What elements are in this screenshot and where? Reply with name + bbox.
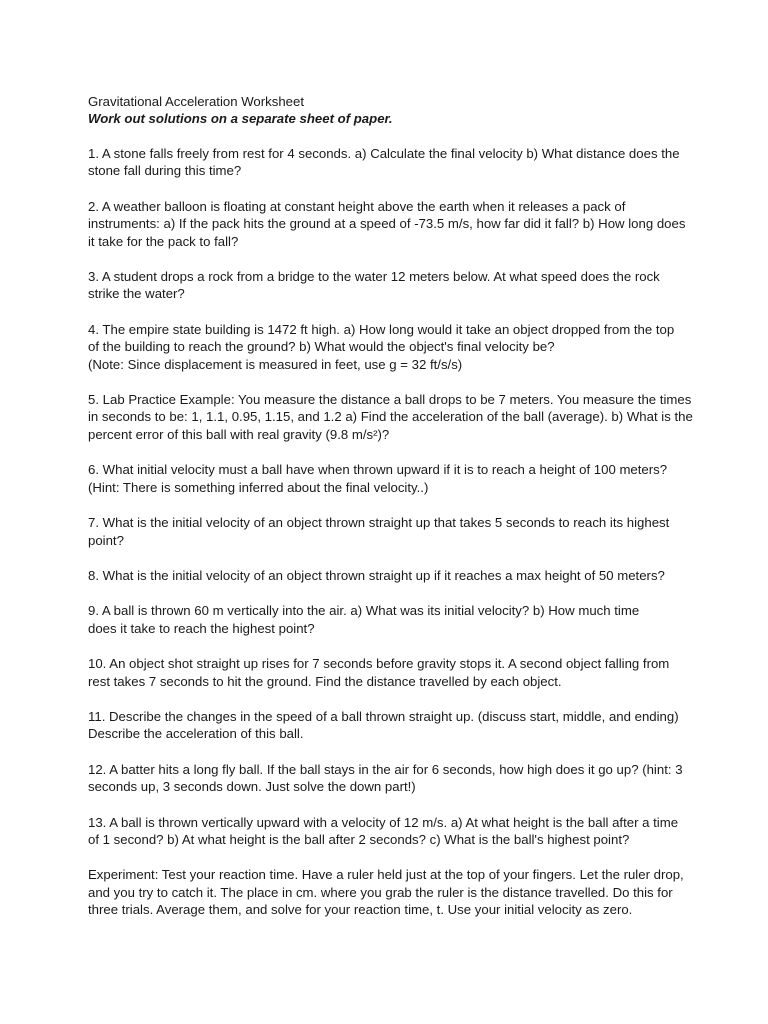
question-text-line: 5. Lab Practice Example: You measure the distance a ball drops to be 7 meters. You measure the times [88, 392, 692, 408]
question-text-line: it take for the pack to fall? [88, 233, 239, 249]
question-text-line: 1. A stone falls freely from rest for 4 seconds. a) Calculate the final velocity b) What distance does the [88, 146, 680, 161]
question-text-line: 11. Describe the changes in the speed of a ball thrown straight up. (discuss start, middle, and ending) [88, 708, 679, 724]
question-2 [88, 198, 686, 250]
question-text-line: 4. The empire state building is 1472 ft high. a) How long would it take an object dropped from the top [88, 321, 675, 337]
question-text-line: rest takes 7 seconds to hit the ground. Find the distance travelled by each object. [88, 673, 562, 689]
question-text-line: in seconds to be: 1, 1.1, 0.95, 1.15, and 1.2 a) Find the acceleration of the ball (average). b) What is the [88, 409, 693, 425]
question-1 [88, 145, 680, 180]
question-text-line: strike the water? [88, 286, 185, 302]
question-12 [88, 761, 683, 796]
question-text-line: (Hint: There is something inferred about the final velocity..) [88, 479, 429, 495]
question-text-line: 6. What initial velocity must a ball have when thrown upward if it is to reach a height of 100 meters? [88, 462, 668, 478]
question-text-line: three trials. Average them, and solve for your reaction time, t. Use your initial velocity as zero. [88, 902, 633, 918]
question-text-line: (Note: Since displacement is measured in feet, use g = 32 ft/s/s) [88, 356, 463, 372]
question-text-line: 7. What is the initial velocity of an object thrown straight up that takes 5 seconds to reach its highest [88, 515, 670, 531]
worksheet-title: Gravitational Acceleration Worksheet [88, 94, 304, 109]
worksheet-page [88, 93, 693, 937]
question-text-line: point? [88, 532, 124, 548]
question-text-line: Experiment: Test your reaction time. Have a ruler held just at the top of your fingers. Let the ruler drop, [88, 867, 684, 883]
question-text-line: 2. A weather balloon is floating at constant height above the earth when it releases a pack of [88, 198, 626, 214]
question-text-line: 10. An object shot straight up rises for 7 seconds before gravity stops it. A second object falling from [88, 656, 670, 672]
question-text-line: seconds up, 3 seconds down. Just solve the down part!) [88, 779, 416, 795]
question-text-line: 12. A batter hits a long fly ball. If the ball stays in the air for 6 seconds, how high does it go up? (hint: 3 [88, 761, 683, 777]
question-4 [88, 321, 680, 373]
question-6 [88, 461, 680, 496]
question-list [88, 145, 693, 919]
question-8 [88, 567, 680, 584]
question-text-line: percent error of this ball with real gravity (9.8 m/s²)? [88, 426, 390, 442]
question-text-line: Describe the acceleration of this ball. [88, 726, 304, 742]
question-text-line: of the building to reach the ground? b) What would the object's final velocity be? [88, 339, 555, 355]
question-text-line: 13. A ball is thrown vertically upward with a velocity of 12 m/s. a) At what height is the ball after a time [88, 814, 679, 830]
question-text-line: instruments: a) If the pack hits the ground at a speed of -73.5 m/s, how far did it fall? b) How long does [88, 216, 686, 232]
question-text-line: stone fall during this time? [88, 163, 242, 179]
question-text-line: and you try to catch it. The place in cm. where you grab the ruler is the distance travelled. Do this for [88, 884, 673, 900]
question-text-line: 3. A student drops a rock from a bridge to the water 12 meters below. At what speed does the rock [88, 269, 660, 285]
question-text-line: does it take to reach the highest point? [88, 620, 315, 636]
worksheet-instructions: Work out solutions on a separate sheet of paper. [88, 111, 393, 126]
question-3 [88, 268, 680, 303]
question-10 [88, 655, 680, 690]
question-text-line: 8. What is the initial velocity of an object thrown straight up if it reaches a max height of 50 meters? [88, 567, 665, 583]
question-text-line: of 1 second? b) At what height is the ball after 2 seconds? c) What is the ball's highest point? [88, 831, 630, 847]
question-5 [88, 391, 693, 443]
question-9 [88, 602, 680, 637]
question-13 [88, 814, 680, 849]
experiment-paragraph [88, 866, 684, 918]
question-7 [88, 514, 680, 549]
question-text-line: 9. A ball is thrown 60 m vertically into the air. a) What was its initial velocity? b) How much time [88, 603, 640, 619]
question-11 [88, 708, 680, 743]
